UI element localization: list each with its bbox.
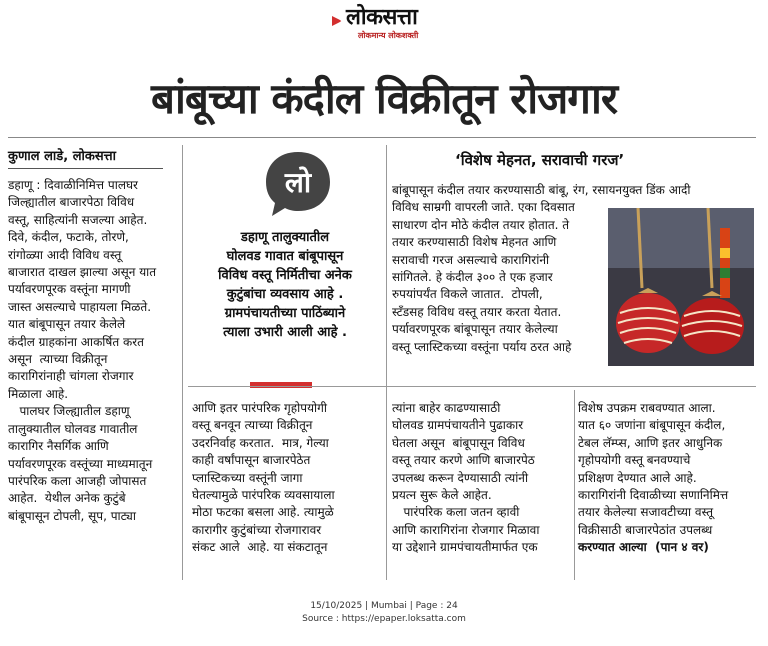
text-line: विशेष उपक्रम राबवण्यात आला. bbox=[578, 401, 716, 415]
column-divider bbox=[182, 145, 183, 580]
bamboo-lanterns-photo bbox=[608, 208, 754, 366]
text-line: प्रशिक्षण देण्यात आले आहे. bbox=[578, 470, 697, 485]
text-line: या उद्देशाने ग्रामपंचायतीमार्फत एक bbox=[392, 540, 538, 555]
text-line: जिल्ह्यातील बाजारपेठा विविध bbox=[8, 195, 135, 210]
text-line: पर्यावरणपूरक बांबूपासून तयार केलेल्या bbox=[392, 322, 558, 337]
text-line: साधारण दोन मोठे कंदील तयार होतात. ते bbox=[392, 217, 570, 232]
divider bbox=[8, 137, 756, 138]
text-line: सांगितले. हे कंदील ३०० ते एक हजार bbox=[392, 270, 553, 285]
text-line: सरावाची गरज असल्याचे कारागिरांनी bbox=[392, 252, 550, 267]
text-line: वस्तू प्लास्टिकच्या वस्तूंना पर्याय ठरत आहे bbox=[392, 339, 572, 354]
article-column-4 bbox=[578, 400, 756, 557]
text-line: बांबूपासून कंदील तयार करण्यासाठी बांबू, रंग, रसायनयुक्त डिंक आदी bbox=[392, 183, 691, 197]
text-line: गृहोपयोगी वस्तू बनवण्याचे bbox=[578, 453, 691, 468]
text-line: स्टँडसह विविध वस्तू तयार करता येतात. bbox=[392, 304, 562, 319]
footer-source-link[interactable]: Source : https://epaper.loksatta.com bbox=[302, 614, 466, 624]
speech-bubble-icon bbox=[262, 148, 334, 220]
accent-bar bbox=[250, 382, 312, 388]
text-line: उदरनिर्वाह करतात. मात्र, गेल्या bbox=[192, 435, 329, 450]
footer-edition-info: 15/10/2025 | Mumbai | Page : 24 bbox=[310, 601, 458, 611]
text-line: तयार केलेल्या सजावटीच्या वस्तू bbox=[578, 505, 714, 520]
pull-quote-line: कुटुंबांचा व्यवसाय आहे . bbox=[226, 287, 344, 302]
text-line: रुपयांपर्यंत विकले जातात. टोपली, bbox=[392, 287, 543, 302]
article-column-3 bbox=[392, 400, 572, 557]
text-line: वस्तू तयार करणे आणि बाजारपेठ bbox=[392, 453, 535, 468]
text-line: तालुक्यातील घोलवड गावातील bbox=[8, 421, 138, 436]
text-line: बांबूपासून टोपली, सूप, पाट्या bbox=[8, 508, 136, 523]
pull-quote-line: डहाणू तालुक्यातील bbox=[240, 230, 330, 245]
article-headline: बांबूच्या कंदील विक्रीतून रोजगार bbox=[150, 74, 618, 123]
masthead-logo[interactable]: लोकसत्ता bbox=[346, 5, 418, 30]
text-line: तयार करण्यासाठी विशेष मेहनत आणि bbox=[392, 235, 557, 250]
text-line: पर्यावरणपूरक वस्तूंना मागणी bbox=[8, 282, 131, 297]
pull-quote-line: ग्रामपंचायतीच्या पाठिंब्याने bbox=[224, 306, 346, 321]
subheading: ‘विशेष मेहनत, सरावाची गरज’ bbox=[455, 151, 625, 169]
pull-quote-line: त्याला उभारी आली आहे . bbox=[223, 325, 347, 340]
masthead-tagline: लोकमान्य लोकशक्ती bbox=[358, 31, 419, 40]
column-divider bbox=[386, 145, 387, 580]
text-line: वस्तू बनवून त्याच्या विक्रीतून bbox=[192, 418, 313, 433]
pull-quote-line: विविध वस्तू निर्मितीचा अनेक bbox=[218, 268, 352, 283]
text-line: संकट आले आहे. या संकटातून bbox=[192, 540, 328, 555]
text-line: यात बांबूपासून तयार केलेले bbox=[8, 317, 126, 332]
text-line: प्रयत्न सुरू केले आहेत. bbox=[392, 488, 492, 503]
text-line: घेतल्यामुळे पारंपरिक व्यवसायाला bbox=[192, 488, 335, 503]
continued-line[interactable]: करण्यात आल्या (पान ४ वर) bbox=[578, 540, 709, 555]
text-line: आणि इतर पारंपरिक गृहोपयोगी bbox=[192, 401, 327, 415]
text-line: मिळाला आहे. bbox=[8, 386, 69, 401]
text-line: यात ६० जणांना बांबूपासून कंदील, bbox=[578, 418, 726, 433]
text-line: मोठा फटका बसला आहे. त्यामुळे bbox=[192, 505, 334, 520]
text-line: आणि कारागिरांना रोजगार मिळावा bbox=[392, 522, 540, 537]
text-line: काही वर्षांपासून बाजारपेठेत bbox=[192, 453, 311, 468]
text-line: प्लास्टिकच्या वस्तूंनी जागा bbox=[192, 470, 303, 485]
text-line: कारागीर कुटुंबांच्या रोजगारावर bbox=[192, 522, 322, 537]
text-line: कारागिरांनी दिवाळीच्या सणानिमित्त bbox=[578, 488, 729, 503]
text-line: दिवे, कंदील, फटाके, तोरणे, bbox=[8, 230, 129, 245]
sidebar-article-text bbox=[392, 182, 691, 356]
text-line: रांगोळ्या आदी विविध वस्तू bbox=[8, 247, 122, 262]
badge-letter: लो bbox=[284, 166, 312, 199]
text-line: त्यांना बाहेर काढण्यासाठी bbox=[392, 401, 501, 415]
text-line: विक्रीसाठी बाजारपेठांत उपलब्ध bbox=[578, 522, 713, 537]
text-line: वस्तू, साहित्यांनी सजल्या आहेत. bbox=[8, 212, 148, 227]
text-line: कारागिर नैसर्गिक आणि bbox=[8, 439, 109, 454]
text-line: पारंपरिक कला आजही जोपासत bbox=[8, 473, 147, 488]
article-column-2 bbox=[192, 400, 380, 557]
text-line: पालघर जिल्ह्यातील डहाणू bbox=[8, 404, 130, 419]
column-divider bbox=[574, 390, 575, 580]
text-line: डहाणू : दिवाळीनिमित्त पालघर bbox=[8, 178, 138, 192]
text-line: घोलवड ग्रामपंचायतीने पुढाकार bbox=[392, 418, 524, 433]
byline: कुणाल लाडे, लोकसत्ता bbox=[8, 149, 116, 164]
divider bbox=[8, 168, 163, 169]
text-line: बाजारात दाखल झाल्या असून यात bbox=[8, 265, 157, 280]
text-line: पारंपरिक कला जतन व्हावी bbox=[392, 505, 520, 520]
text-line: जास्त असल्याचे पाहायला मिळते. bbox=[8, 299, 152, 314]
pull-quote-line: घोलवड गावात बांबूपासून bbox=[226, 249, 344, 264]
text-line: असून त्याच्या विक्रीतून bbox=[8, 352, 108, 367]
divider bbox=[188, 386, 756, 387]
text-line: पर्यावरणपूरक वस्तूंच्या माध्यमातून bbox=[8, 456, 153, 471]
text-line: विविध साम्रगी वापरली जाते. एका दिवसात bbox=[392, 200, 575, 215]
text-line: टेबल लॅम्प्स, आणि इतर आधुनिक bbox=[578, 435, 723, 450]
loksatta-logo-icon bbox=[330, 14, 344, 28]
text-line: कंदील ग्राहकांना आकर्षित करत bbox=[8, 334, 144, 349]
text-line: घेतला असून बांबूपासून विविध bbox=[392, 435, 525, 450]
text-line: आहेत. येथील अनेक कुटुंबे bbox=[8, 491, 126, 506]
text-line: उपलब्ध करून देण्यासाठी त्यांनी bbox=[392, 470, 529, 485]
article-column-1 bbox=[8, 177, 178, 525]
text-line: कारागिरांनाही चांगला रोजगार bbox=[8, 369, 134, 384]
pull-quote bbox=[190, 228, 380, 342]
